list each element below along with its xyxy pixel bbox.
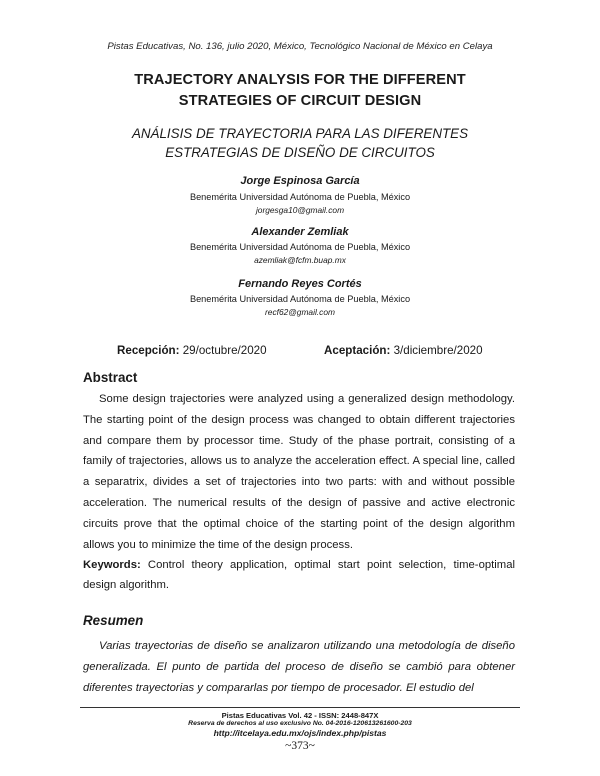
paper-title-line-2: STRATEGIES OF CIRCUIT DESIGN bbox=[178, 93, 422, 109]
author-3-name: Fernando Reyes Cortés bbox=[238, 278, 362, 290]
paper-title-line-1: TRAJECTORY ANALYSIS FOR THE DIFFERENT bbox=[134, 72, 466, 88]
acceptance-date bbox=[324, 344, 483, 357]
reception-value: 29/octubre/2020 bbox=[182, 344, 267, 357]
author-2-name: Alexander Zemliak bbox=[251, 226, 349, 238]
abstract-heading: Abstract bbox=[83, 370, 138, 385]
author-3-email: recf62@gmail.com bbox=[265, 307, 335, 317]
footer-rights: Reserva de derechos al uso exclusivo No. 04-2016-120613261600-203 bbox=[188, 720, 412, 727]
resumen-heading: Resumen bbox=[83, 613, 144, 628]
author-2-email: azemliak@fcfm.buap.mx bbox=[254, 255, 346, 265]
acceptance-label: Aceptación: bbox=[324, 344, 391, 357]
author-1-name: Jorge Espinosa García bbox=[240, 175, 360, 187]
paper-subtitle-line-2: ESTRATEGIAS DE DISEÑO DE CIRCUITOS bbox=[165, 145, 435, 160]
paper-title bbox=[0, 70, 600, 112]
acceptance-value: 3/diciembre/2020 bbox=[393, 344, 483, 357]
author-1-affiliation: Benemérita Universidad Autónoma de Puebla, México bbox=[189, 192, 411, 202]
reception-label: Recepción: bbox=[117, 344, 180, 357]
footer-url: http://itcelaya.edu.mx/ojs/index.php/pistas bbox=[213, 728, 387, 738]
author-3-affiliation: Benemérita Universidad Autónoma de Puebla, México bbox=[189, 294, 411, 304]
author-1-email: jorgesga10@gmail.com bbox=[255, 205, 345, 215]
journal-header: Pistas Educativas, No. 136, julio 2020, México, Tecnológico Nacional de México en Celaya bbox=[107, 41, 493, 52]
reception-date bbox=[117, 344, 267, 357]
abstract-body bbox=[83, 389, 515, 555]
footer-journal-issn: Pistas Educativas Vol. 42 - ISSN: 2448-847X bbox=[221, 711, 379, 720]
keywords-label: Keywords: bbox=[83, 559, 141, 571]
keywords bbox=[83, 555, 515, 595]
resumen-text: Varias trayectorias de diseño se analizaron utilizando una metodología de diseño generalizada. El punto de partida del proceso de diseño se cambió para obtener diferentes trayectorias y compararlas por tiempo de procesador. El estudio del bbox=[83, 640, 515, 694]
page-number: ~373~ bbox=[285, 740, 315, 752]
abstract-text: Some design trajectories were analyzed using a generalized design methodology. The starting point of the design process was changed to obtain different trajectories and compare them by processor time. Study of the phase portrait, consisting of a family of trajectories, allows us to analyze the acceleration effect. A special line, called a separatrix, divides a set of trajectories into two parts: with and without possible acceleration. The numerical results of the design of passive and active electronic circuits prove that the optimal choice of the starting point of the design algorithm allows you to minimize the time of the design process. bbox=[83, 393, 515, 551]
paper-subtitle-line-1: ANÁLISIS DE TRAYECTORIA PARA LAS DIFERENTES bbox=[131, 126, 469, 141]
paper-subtitle bbox=[0, 124, 600, 162]
keywords-text: Control theory application, optimal start point selection, time-optimal design algorithm. bbox=[83, 559, 515, 591]
author-2-affiliation: Benemérita Universidad Autónoma de Puebla, México bbox=[189, 242, 411, 252]
resumen-body bbox=[83, 636, 515, 699]
footer-divider bbox=[80, 707, 520, 708]
